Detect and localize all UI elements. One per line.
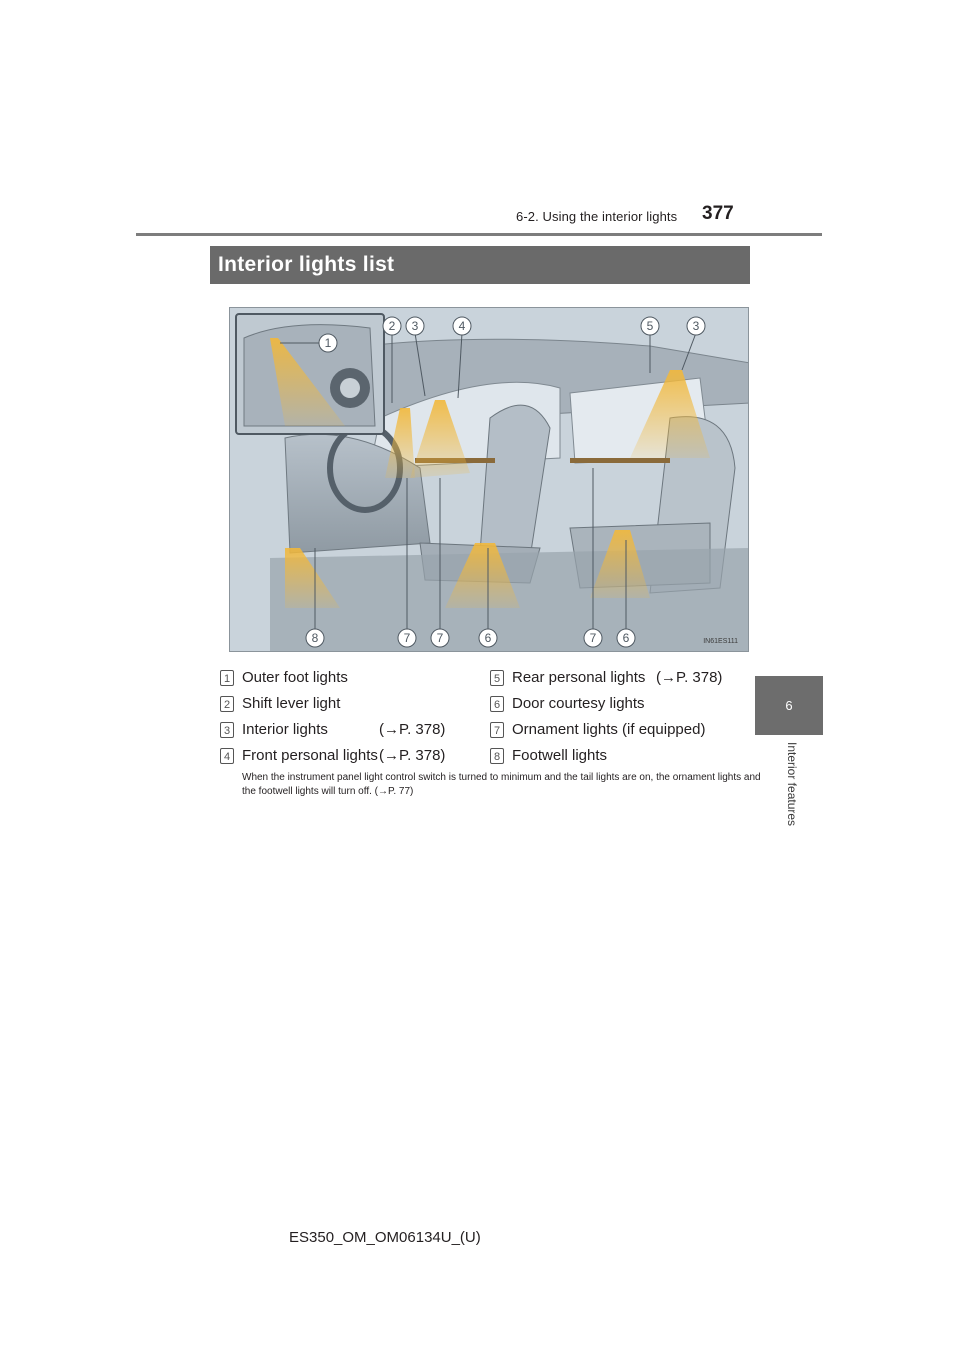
callout-top-5: 3 — [692, 319, 700, 333]
callout-top-2: 3 — [411, 319, 419, 333]
car-interior-illustration — [230, 308, 749, 652]
legend-label: Ornament lights (if equipped) — [512, 721, 706, 738]
header-divider — [136, 233, 822, 236]
legend-label: Outer foot lights — [242, 669, 348, 686]
document-code: ES350_OM_OM06134U_(U) — [289, 1229, 481, 1246]
chapter-tab[interactable] — [755, 676, 823, 735]
callout-bottom-1: 8 — [311, 631, 319, 645]
legend-number: 1 — [220, 670, 234, 686]
callout-top-4: 5 — [646, 319, 654, 333]
callout-bottom-2: 7 — [403, 631, 411, 645]
page-reference-link[interactable]: (→P. 378) — [379, 721, 446, 738]
callout-top-3: 4 — [458, 319, 466, 333]
page-reference-link[interactable]: (→P. 378) — [379, 747, 446, 764]
callout-inset: 1 — [324, 336, 332, 350]
section-title: Interior lights list — [218, 253, 395, 276]
callout-bottom-6: 6 — [622, 631, 630, 645]
legend-number: 4 — [220, 748, 234, 764]
legend-label: Front personal lights — [242, 747, 378, 764]
page-reference-link[interactable]: (→P. 378) — [656, 669, 723, 686]
interior-lights-figure — [229, 307, 749, 652]
chapter-number: 6 — [785, 698, 793, 713]
legend-number: 6 — [490, 696, 504, 712]
legend-number: 5 — [490, 670, 504, 686]
legend-number: 2 — [220, 696, 234, 712]
section-title-bar — [210, 246, 750, 284]
callout-bottom-4: 6 — [484, 631, 492, 645]
legend-label: Rear personal lights — [512, 669, 646, 686]
page-number: 377 — [702, 203, 734, 224]
chapter-title: Interior features — [785, 742, 799, 827]
note-text: When the instrument panel light control switch is turned to minimum and the tail lights are on, the ornament lights and the footwell lights will turn off. (→P. 77) — [242, 772, 761, 797]
legend-item — [490, 668, 750, 688]
legend-number: 3 — [220, 722, 234, 738]
running-header-section: 6-2. Using the interior lights — [516, 209, 678, 224]
legend-label: Footwell lights — [512, 747, 608, 764]
callout-top-1: 2 — [388, 319, 396, 333]
figure-code: IN61ES111 — [703, 638, 738, 645]
legend-label: Shift lever light — [242, 695, 341, 712]
legend-item — [220, 720, 470, 740]
legend-number: 8 — [490, 748, 504, 764]
callout-bottom-5: 7 — [589, 631, 597, 645]
legend-number: 7 — [490, 722, 504, 738]
callout-bottom-3: 7 — [436, 631, 444, 645]
legend-item — [220, 746, 470, 766]
legend-label: Interior lights — [242, 721, 328, 738]
legend-label: Door courtesy lights — [512, 695, 645, 712]
